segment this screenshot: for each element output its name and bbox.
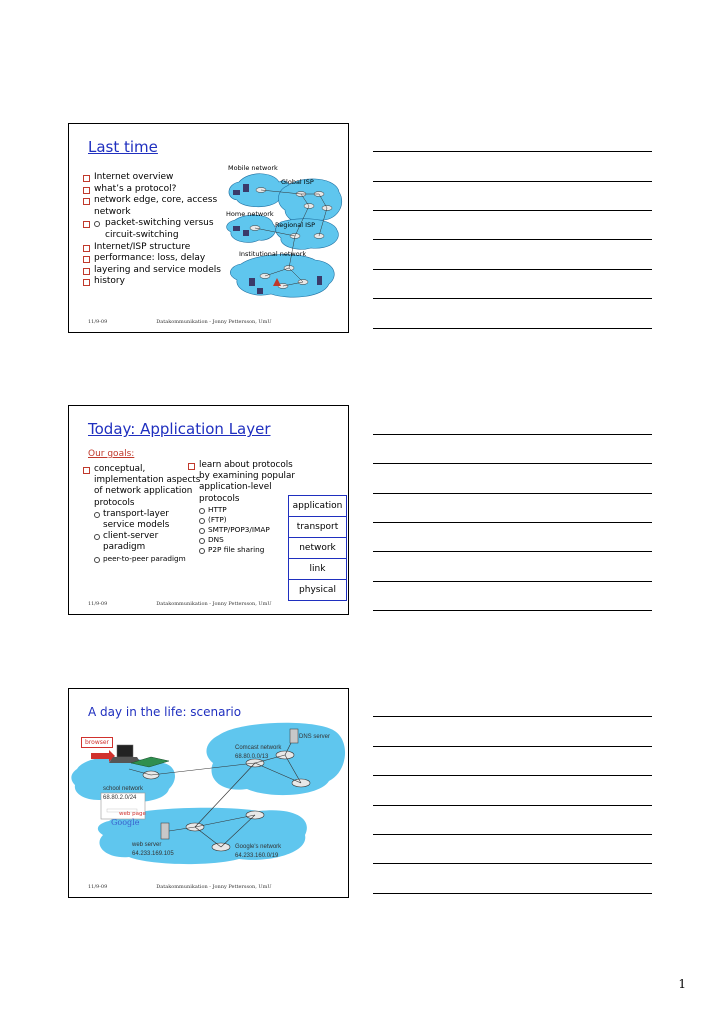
note-line (373, 775, 652, 776)
slide-title: A day in the life: scenario (88, 705, 242, 719)
sub-bullet-item: HTTP (199, 505, 300, 515)
note-line (373, 863, 652, 864)
note-line (373, 834, 652, 835)
school-ip-label: 68.80.2.0/24 (103, 795, 137, 801)
slide-day-in-life (68, 688, 349, 898)
sub-bullet-item: peer-to-peer paradigm (94, 554, 201, 564)
stack-layer: network (288, 537, 347, 559)
stack-layer: physical (288, 579, 347, 601)
bullet-item: Internet/ISP structure (83, 242, 244, 254)
bullet-item: layering and service models (83, 265, 244, 277)
note-line (373, 239, 652, 240)
goals-label: Our goals: (88, 449, 135, 459)
note-line (373, 610, 652, 611)
comcast-ip-label: 68.80.0.0/13 (235, 754, 269, 760)
sub-bullet-item: P2P file sharing (199, 545, 300, 555)
stack-layer: transport (288, 516, 347, 538)
note-line (373, 805, 652, 806)
note-line (373, 181, 652, 182)
slide-application-layer (68, 405, 349, 615)
bullet-item: history (83, 276, 244, 288)
school-network-label: school network (103, 786, 144, 792)
bullet-item: performance: loss, delay (83, 253, 244, 265)
note-line (373, 328, 652, 329)
note-line (373, 551, 652, 552)
note-line (373, 893, 652, 894)
note-line (373, 298, 652, 299)
note-line (373, 463, 652, 464)
sub-bullet-item: transport-layer service models (94, 509, 201, 531)
note-line (373, 434, 652, 435)
note-line (373, 746, 652, 747)
browser-label: browser (81, 737, 113, 748)
page-number: 1 (678, 977, 686, 991)
dns-server-label: DNS server (299, 734, 331, 740)
bullet-item: learn about protocols by examining popular application-level protocols HTTP (FTP) SMTP/POP3/IMAP DNS P2P file sharing (188, 460, 300, 555)
web-server-ip-label: 64.233.169.105 (132, 851, 174, 857)
sub-bullet-item: DNS (199, 535, 300, 545)
google-network-label: Google's network (235, 844, 282, 850)
comcast-network-label: Comcast network (235, 745, 282, 751)
slide-title: Last time (88, 138, 158, 156)
global-isp-label: Global ISP (281, 178, 314, 186)
sub-bullet-item: client-server paradigm (94, 531, 201, 553)
slide-footer: 11/9-09 Datakommunikation - Jonny Pettersson, UmU (88, 319, 272, 325)
institutional-network-label: Institutional network (239, 250, 307, 258)
slide-last-time (68, 123, 349, 333)
web-page-label: web page (119, 811, 146, 817)
slide-title: Today: Application Layer (88, 420, 271, 438)
home-network-label: Home network (226, 210, 274, 218)
google-ip-label: 64.233.160.0/19 (235, 853, 279, 859)
sub-bullet-item: (FTP) (199, 515, 300, 525)
note-line (373, 269, 652, 270)
note-line (373, 716, 652, 717)
bullet-item: network edge, core, access network (83, 195, 244, 218)
regional-isp-label: Regional ISP (275, 221, 316, 229)
slide-footer: 11/9-09 Datakommunikation - Jonny Pettersson, UmU (88, 884, 272, 890)
protocol-stack (288, 496, 347, 601)
bullet-item: conceptual, implementation aspects of network application protocols transport-layer service models client-server paradigm peer-to-peer paradigm (83, 464, 201, 564)
bullet-item: what’s a protocol? (83, 184, 244, 196)
right-goals-list (188, 460, 300, 555)
google-logo: Google (111, 818, 140, 827)
left-goals-list (83, 464, 201, 564)
note-line (373, 151, 652, 152)
note-line (373, 581, 652, 582)
web-server-label: web server (132, 842, 162, 848)
bullet-item: Internet overview (83, 172, 244, 184)
stack-layer: link (288, 558, 347, 580)
mobile-network-label: Mobile network (228, 164, 278, 172)
sub-bullet-item: SMTP/POP3/IMAP (199, 525, 300, 535)
stack-layer: application (288, 495, 347, 517)
sub-bullet-item: packet-switching versus circuit-switching (83, 218, 235, 241)
note-line (373, 210, 652, 211)
note-line (373, 522, 652, 523)
note-line (373, 493, 652, 494)
slide-footer: 11/9-09 Datakommunikation - Jonny Pettersson, UmU (88, 601, 272, 607)
